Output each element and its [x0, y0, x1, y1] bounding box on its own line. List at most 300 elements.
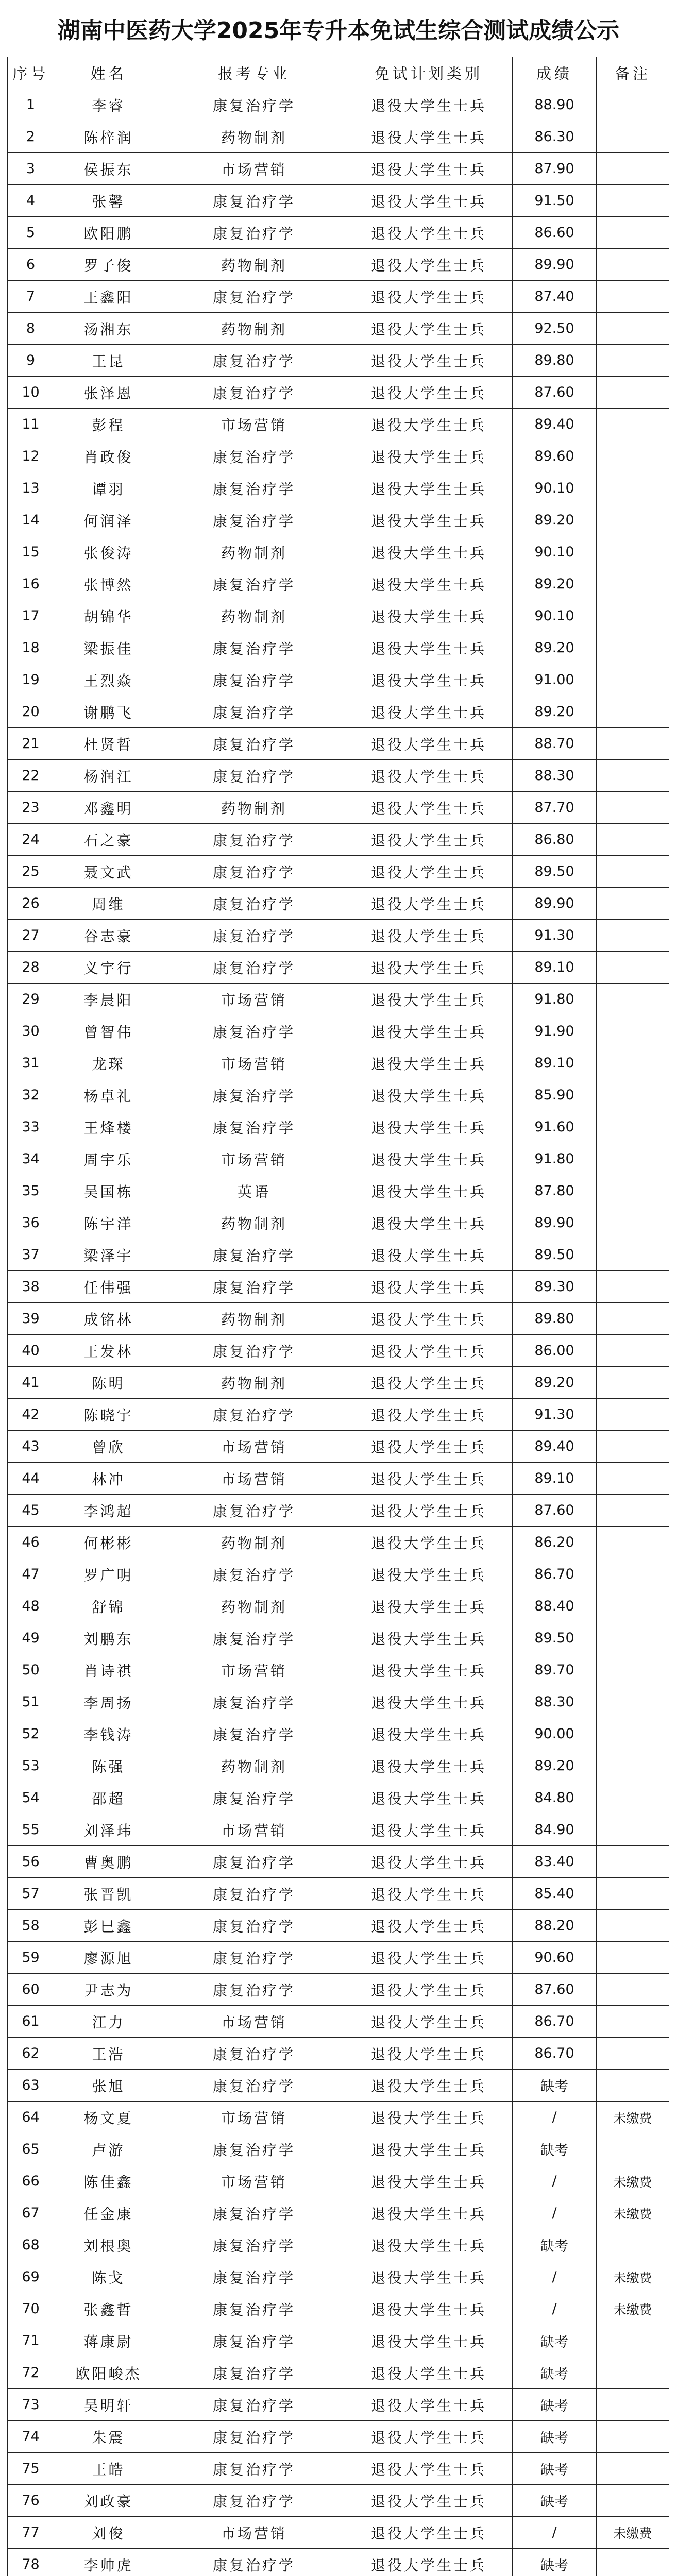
cell-category: 退役大学生士兵 — [345, 568, 513, 600]
cell-name: 张俊涛 — [54, 536, 163, 568]
cell-seq: 60 — [8, 1974, 54, 2006]
table-row — [8, 2133, 669, 2165]
cell-seq: 5 — [8, 217, 54, 249]
cell-category: 退役大学生士兵 — [345, 217, 513, 249]
cell-seq: 67 — [8, 2197, 54, 2229]
table-row — [8, 2453, 669, 2485]
cell-major: 康复治疗学 — [163, 1718, 345, 1750]
cell-remark — [597, 2357, 669, 2389]
table-row — [8, 1910, 669, 1942]
cell-major: 康复治疗学 — [163, 664, 345, 696]
table-row — [8, 2325, 669, 2357]
page-title: 湖南中医药大学2025年专升本免试生综合测试成绩公示 — [57, 18, 620, 44]
cell-name: 江力 — [54, 2006, 163, 2038]
cell-remark — [597, 824, 669, 856]
cell-score: 89.50 — [513, 856, 597, 888]
cell-name: 任伟强 — [54, 1271, 163, 1303]
cell-seq: 20 — [8, 696, 54, 728]
cell-seq: 24 — [8, 824, 54, 856]
table-row — [8, 1111, 669, 1143]
cell-score: 88.30 — [513, 760, 597, 792]
cell-category: 退役大学生士兵 — [345, 1239, 513, 1271]
cell-seq: 32 — [8, 1079, 54, 1111]
cell-name: 罗子俊 — [54, 249, 163, 281]
cell-remark — [597, 185, 669, 217]
cell-remark — [597, 504, 669, 536]
cell-seq: 17 — [8, 600, 54, 632]
cell-remark — [597, 2006, 669, 2038]
cell-name: 邵超 — [54, 1782, 163, 1814]
cell-name: 肖诗祺 — [54, 1654, 163, 1686]
table-row — [8, 792, 669, 824]
cell-remark — [597, 313, 669, 345]
cell-remark — [597, 249, 669, 281]
cell-seq: 11 — [8, 409, 54, 440]
cell-category: 退役大学生士兵 — [345, 504, 513, 536]
cell-seq: 15 — [8, 536, 54, 568]
cell-name: 王昆 — [54, 345, 163, 377]
cell-score: 87.40 — [513, 281, 597, 313]
cell-score: 89.20 — [513, 568, 597, 600]
cell-score: 89.20 — [513, 696, 597, 728]
cell-seq: 37 — [8, 1239, 54, 1271]
cell-score: 89.70 — [513, 1654, 597, 1686]
table-body — [8, 89, 669, 2576]
cell-name: 刘俊 — [54, 2517, 163, 2549]
cell-major: 市场营销 — [163, 153, 345, 185]
table-row — [8, 888, 669, 920]
table-row — [8, 185, 669, 217]
cell-category: 退役大学生士兵 — [345, 1079, 513, 1111]
cell-seq: 27 — [8, 920, 54, 952]
cell-major: 康复治疗学 — [163, 1239, 345, 1271]
cell-seq: 58 — [8, 1910, 54, 1942]
cell-remark: 未缴费 — [597, 2261, 669, 2293]
cell-remark — [597, 217, 669, 249]
cell-major: 英语 — [163, 1175, 345, 1207]
cell-category: 退役大学生士兵 — [345, 2453, 513, 2485]
cell-major: 康复治疗学 — [163, 2421, 345, 2453]
cell-remark — [597, 89, 669, 121]
cell-remark — [597, 600, 669, 632]
cell-remark — [597, 1910, 669, 1942]
cell-remark — [597, 568, 669, 600]
cell-score: / — [513, 2517, 597, 2549]
cell-seq: 63 — [8, 2070, 54, 2102]
cell-major: 康复治疗学 — [163, 1495, 345, 1527]
cell-major: 药物制剂 — [163, 1207, 345, 1239]
cell-score: 缺考 — [513, 2229, 597, 2261]
column-header-score: 成绩 — [513, 57, 597, 89]
table-row — [8, 600, 669, 632]
cell-score: / — [513, 2293, 597, 2325]
cell-name: 陈戈 — [54, 2261, 163, 2293]
table-row — [8, 1239, 669, 1271]
cell-major: 市场营销 — [163, 1431, 345, 1463]
cell-remark — [597, 440, 669, 472]
table-row — [8, 2517, 669, 2549]
cell-score: 缺考 — [513, 2133, 597, 2165]
cell-category: 退役大学生士兵 — [345, 1175, 513, 1207]
cell-seq: 29 — [8, 984, 54, 1015]
cell-seq: 21 — [8, 728, 54, 760]
cell-score: / — [513, 2102, 597, 2133]
cell-category: 退役大学生士兵 — [345, 1750, 513, 1782]
cell-seq: 44 — [8, 1463, 54, 1495]
cell-remark — [597, 121, 669, 153]
cell-remark — [597, 2453, 669, 2485]
cell-remark — [597, 1686, 669, 1718]
table-row — [8, 377, 669, 409]
cell-name: 邓鑫明 — [54, 792, 163, 824]
cell-name: 肖政俊 — [54, 440, 163, 472]
cell-major: 康复治疗学 — [163, 1878, 345, 1910]
cell-name: 陈梓润 — [54, 121, 163, 153]
cell-name: 汤湘东 — [54, 313, 163, 345]
cell-category: 退役大学生士兵 — [345, 2197, 513, 2229]
table-row — [8, 728, 669, 760]
cell-seq: 75 — [8, 2453, 54, 2485]
cell-seq: 35 — [8, 1175, 54, 1207]
cell-category: 退役大学生士兵 — [345, 1846, 513, 1878]
cell-score: 90.10 — [513, 472, 597, 504]
table-row — [8, 760, 669, 792]
cell-major: 康复治疗学 — [163, 856, 345, 888]
cell-major: 康复治疗学 — [163, 888, 345, 920]
cell-major: 康复治疗学 — [163, 1015, 345, 1047]
table-row — [8, 2197, 669, 2229]
cell-name: 王烈焱 — [54, 664, 163, 696]
table-row — [8, 1367, 669, 1399]
table-row — [8, 1686, 669, 1718]
cell-seq: 46 — [8, 1527, 54, 1558]
cell-category: 退役大学生士兵 — [345, 2070, 513, 2102]
table-row — [8, 504, 669, 536]
cell-category: 退役大学生士兵 — [345, 1782, 513, 1814]
cell-name: 蒋康尉 — [54, 2325, 163, 2357]
cell-major: 康复治疗学 — [163, 568, 345, 600]
table-row — [8, 409, 669, 440]
cell-remark — [597, 1367, 669, 1399]
table-row — [8, 1143, 669, 1175]
table-row — [8, 281, 669, 313]
table-row — [8, 1527, 669, 1558]
cell-name: 罗广明 — [54, 1558, 163, 1590]
cell-category: 退役大学生士兵 — [345, 1878, 513, 1910]
cell-major: 药物制剂 — [163, 1527, 345, 1558]
cell-remark — [597, 1015, 669, 1047]
cell-seq: 16 — [8, 568, 54, 600]
cell-name: 李周扬 — [54, 1686, 163, 1718]
cell-category: 退役大学生士兵 — [345, 1527, 513, 1558]
cell-major: 市场营销 — [163, 1143, 345, 1175]
cell-name: 尹志为 — [54, 1974, 163, 2006]
cell-category: 退役大学生士兵 — [345, 536, 513, 568]
cell-seq: 6 — [8, 249, 54, 281]
cell-seq: 55 — [8, 1814, 54, 1846]
cell-name: 卢游 — [54, 2133, 163, 2165]
cell-major: 市场营销 — [163, 1654, 345, 1686]
cell-category: 退役大学生士兵 — [345, 600, 513, 632]
table-row — [8, 1782, 669, 1814]
cell-seq: 53 — [8, 1750, 54, 1782]
cell-remark: 未缴费 — [597, 2517, 669, 2549]
cell-score: 88.90 — [513, 89, 597, 121]
cell-major: 康复治疗学 — [163, 952, 345, 984]
cell-category: 退役大学生士兵 — [345, 888, 513, 920]
cell-score: 86.70 — [513, 2038, 597, 2070]
cell-seq: 26 — [8, 888, 54, 920]
cell-name: 欧阳峻杰 — [54, 2357, 163, 2389]
table-row — [8, 217, 669, 249]
cell-remark — [597, 1079, 669, 1111]
cell-seq: 28 — [8, 952, 54, 984]
cell-name: 陈明 — [54, 1367, 163, 1399]
column-header-seq: 序号 — [8, 57, 54, 89]
cell-score: 89.90 — [513, 249, 597, 281]
cell-major: 市场营销 — [163, 984, 345, 1015]
cell-name: 王皓 — [54, 2453, 163, 2485]
cell-major: 康复治疗学 — [163, 760, 345, 792]
cell-major: 康复治疗学 — [163, 1846, 345, 1878]
cell-name: 杨卓礼 — [54, 1079, 163, 1111]
table-row — [8, 2485, 669, 2517]
cell-category: 退役大学生士兵 — [345, 664, 513, 696]
table-row — [8, 1590, 669, 1622]
cell-seq: 52 — [8, 1718, 54, 1750]
cell-score: 89.20 — [513, 1750, 597, 1782]
cell-name: 张泽恩 — [54, 377, 163, 409]
cell-score: 89.10 — [513, 952, 597, 984]
cell-score: 85.90 — [513, 1079, 597, 1111]
cell-remark — [597, 2325, 669, 2357]
cell-category: 退役大学生士兵 — [345, 1910, 513, 1942]
cell-name: 谷志豪 — [54, 920, 163, 952]
cell-name: 王烽楼 — [54, 1111, 163, 1143]
cell-category: 退役大学生士兵 — [345, 409, 513, 440]
cell-category: 退役大学生士兵 — [345, 1495, 513, 1527]
cell-name: 梁泽宇 — [54, 1239, 163, 1271]
cell-category: 退役大学生士兵 — [345, 185, 513, 217]
cell-remark — [597, 1399, 669, 1431]
cell-name: 刘根奥 — [54, 2229, 163, 2261]
cell-category: 退役大学生士兵 — [345, 2261, 513, 2293]
cell-seq: 4 — [8, 185, 54, 217]
cell-major: 康复治疗学 — [163, 2389, 345, 2421]
cell-seq: 3 — [8, 153, 54, 185]
cell-seq: 31 — [8, 1047, 54, 1079]
table-row — [8, 696, 669, 728]
cell-seq: 14 — [8, 504, 54, 536]
cell-name: 林冲 — [54, 1463, 163, 1495]
cell-score: 89.80 — [513, 1303, 597, 1335]
cell-score: 88.40 — [513, 1590, 597, 1622]
cell-remark — [597, 1143, 669, 1175]
cell-category: 退役大学生士兵 — [345, 2357, 513, 2389]
cell-seq: 74 — [8, 2421, 54, 2453]
cell-remark — [597, 952, 669, 984]
cell-category: 退役大学生士兵 — [345, 377, 513, 409]
cell-major: 药物制剂 — [163, 536, 345, 568]
cell-remark — [597, 2070, 669, 2102]
cell-category: 退役大学生士兵 — [345, 632, 513, 664]
cell-score: 84.90 — [513, 1814, 597, 1846]
cell-category: 退役大学生士兵 — [345, 89, 513, 121]
cell-category: 退役大学生士兵 — [345, 153, 513, 185]
cell-category: 退役大学生士兵 — [345, 952, 513, 984]
cell-category: 退役大学生士兵 — [345, 2133, 513, 2165]
cell-category: 退役大学生士兵 — [345, 856, 513, 888]
cell-remark — [597, 856, 669, 888]
table-row — [8, 1974, 669, 2006]
cell-category: 退役大学生士兵 — [345, 1399, 513, 1431]
cell-score: 89.90 — [513, 1207, 597, 1239]
table-row — [8, 664, 669, 696]
cell-name: 王浩 — [54, 2038, 163, 2070]
column-header-major: 报考专业 — [163, 57, 345, 89]
table-row — [8, 472, 669, 504]
cell-remark — [597, 1175, 669, 1207]
cell-major: 康复治疗学 — [163, 1622, 345, 1654]
cell-major: 康复治疗学 — [163, 2549, 345, 2576]
cell-seq: 78 — [8, 2549, 54, 2576]
cell-name: 朱震 — [54, 2421, 163, 2453]
cell-category: 退役大学生士兵 — [345, 920, 513, 952]
cell-score: 91.80 — [513, 1143, 597, 1175]
cell-name: 成铭林 — [54, 1303, 163, 1335]
table-row — [8, 1558, 669, 1590]
table-row — [8, 2229, 669, 2261]
cell-remark — [597, 536, 669, 568]
table-row — [8, 1175, 669, 1207]
cell-major: 药物制剂 — [163, 1590, 345, 1622]
cell-major: 康复治疗学 — [163, 281, 345, 313]
cell-remark — [597, 1654, 669, 1686]
cell-name: 杨润江 — [54, 760, 163, 792]
cell-score: 89.20 — [513, 632, 597, 664]
cell-seq: 9 — [8, 345, 54, 377]
cell-name: 李睿 — [54, 89, 163, 121]
cell-score: 缺考 — [513, 2421, 597, 2453]
table-row — [8, 1622, 669, 1654]
cell-remark — [597, 984, 669, 1015]
cell-remark — [597, 792, 669, 824]
cell-remark — [597, 377, 669, 409]
cell-major: 康复治疗学 — [163, 920, 345, 952]
cell-seq: 7 — [8, 281, 54, 313]
cell-seq: 19 — [8, 664, 54, 696]
cell-score: 缺考 — [513, 2453, 597, 2485]
table-row — [8, 249, 669, 281]
cell-remark — [597, 409, 669, 440]
cell-score: 84.80 — [513, 1782, 597, 1814]
cell-major: 康复治疗学 — [163, 2453, 345, 2485]
cell-name: 何彬彬 — [54, 1527, 163, 1558]
cell-name: 周宇乐 — [54, 1143, 163, 1175]
cell-category: 退役大学生士兵 — [345, 2421, 513, 2453]
cell-remark — [597, 1590, 669, 1622]
cell-seq: 64 — [8, 2102, 54, 2133]
cell-name: 陈佳鑫 — [54, 2165, 163, 2197]
cell-category: 退役大学生士兵 — [345, 1431, 513, 1463]
cell-major: 康复治疗学 — [163, 345, 345, 377]
cell-seq: 23 — [8, 792, 54, 824]
table-row — [8, 345, 669, 377]
cell-major: 药物制剂 — [163, 249, 345, 281]
cell-seq: 76 — [8, 2485, 54, 2517]
cell-seq: 25 — [8, 856, 54, 888]
cell-category: 退役大学生士兵 — [345, 1335, 513, 1367]
cell-remark — [597, 345, 669, 377]
cell-major: 康复治疗学 — [163, 1399, 345, 1431]
cell-category: 退役大学生士兵 — [345, 984, 513, 1015]
cell-score: 90.10 — [513, 600, 597, 632]
cell-major: 康复治疗学 — [163, 217, 345, 249]
cell-category: 退役大学生士兵 — [345, 2325, 513, 2357]
cell-category: 退役大学生士兵 — [345, 2549, 513, 2576]
cell-seq: 71 — [8, 2325, 54, 2357]
cell-name: 欧阳鹏 — [54, 217, 163, 249]
cell-score: 89.50 — [513, 1622, 597, 1654]
cell-major: 康复治疗学 — [163, 472, 345, 504]
cell-name: 吴明轩 — [54, 2389, 163, 2421]
cell-name: 廖源旭 — [54, 1942, 163, 1974]
cell-name: 胡锦华 — [54, 600, 163, 632]
table-row — [8, 2038, 669, 2070]
cell-major: 药物制剂 — [163, 1750, 345, 1782]
cell-major: 康复治疗学 — [163, 2485, 345, 2517]
table-row — [8, 1718, 669, 1750]
cell-major: 药物制剂 — [163, 313, 345, 345]
table-row — [8, 1878, 669, 1910]
cell-major: 康复治疗学 — [163, 2070, 345, 2102]
cell-category: 退役大学生士兵 — [345, 1590, 513, 1622]
cell-major: 市场营销 — [163, 1047, 345, 1079]
cell-name: 曾智伟 — [54, 1015, 163, 1047]
cell-major: 药物制剂 — [163, 121, 345, 153]
cell-major: 药物制剂 — [163, 1303, 345, 1335]
cell-remark — [597, 920, 669, 952]
cell-name: 义宇行 — [54, 952, 163, 984]
cell-score: 91.50 — [513, 185, 597, 217]
cell-name: 舒锦 — [54, 1590, 163, 1622]
cell-major: 康复治疗学 — [163, 2293, 345, 2325]
cell-major: 康复治疗学 — [163, 1910, 345, 1942]
cell-seq: 36 — [8, 1207, 54, 1239]
cell-name: 石之豪 — [54, 824, 163, 856]
table-row — [8, 313, 669, 345]
cell-remark — [597, 1878, 669, 1910]
cell-seq: 34 — [8, 1143, 54, 1175]
cell-score: 87.90 — [513, 153, 597, 185]
cell-major: 康复治疗学 — [163, 1271, 345, 1303]
table-row — [8, 1047, 669, 1079]
cell-seq: 39 — [8, 1303, 54, 1335]
table-row — [8, 2357, 669, 2389]
cell-category: 退役大学生士兵 — [345, 440, 513, 472]
cell-category: 退役大学生士兵 — [345, 2102, 513, 2133]
cell-major: 康复治疗学 — [163, 440, 345, 472]
cell-remark — [597, 472, 669, 504]
cell-remark — [597, 2229, 669, 2261]
cell-remark — [597, 2485, 669, 2517]
cell-score: / — [513, 2165, 597, 2197]
cell-name: 谭羽 — [54, 472, 163, 504]
cell-major: 康复治疗学 — [163, 1686, 345, 1718]
cell-category: 退役大学生士兵 — [345, 1367, 513, 1399]
table-row — [8, 1399, 669, 1431]
cell-seq: 61 — [8, 2006, 54, 2038]
